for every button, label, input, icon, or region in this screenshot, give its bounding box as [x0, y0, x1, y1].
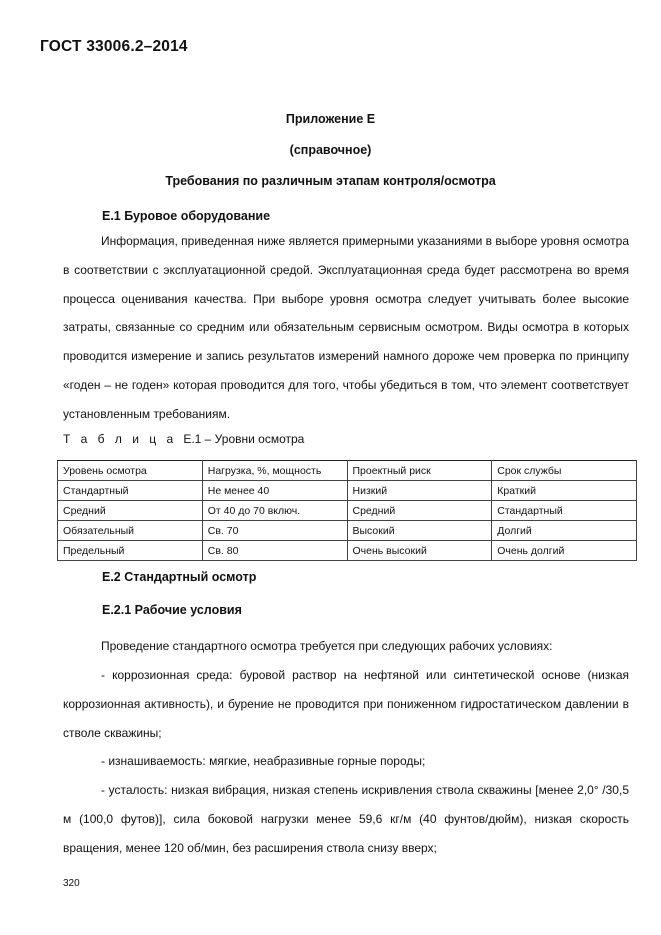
section-e21-intro — [63, 632, 629, 661]
table-cell: Св. 70 — [202, 521, 347, 541]
table-row — [58, 541, 637, 561]
inspection-levels-table — [57, 460, 637, 561]
document-code: ГОСТ 33006.2–2014 — [40, 38, 188, 55]
list-item — [63, 661, 629, 747]
appendix-subtitle: Требования по различным этапам контроля/осмотра — [165, 174, 496, 188]
list-item-text: - коррозионная среда: буровой раствор на нефтяной или синтетической основе (низкая коррозионная активность), и бурение не проводится при пониженном гидростатическом давлении в стволе скважины; — [63, 668, 629, 740]
table-cell: Св. 80 — [202, 541, 347, 561]
section-e2-heading: Е.2 Стандартный осмотр — [102, 570, 257, 584]
table-row — [58, 501, 637, 521]
list-item-text: - усталость: низкая вибрация, низкая степень искривления ствола скважины [менее 2,0° /30,5 м (100,0 футов)], сила боковой нагрузки менее 59,6 кг/м (40 фунтов/дюйм), низкая скорость вращения, менее 120 об/мин, без расширения ствола снизу вверх; — [63, 783, 629, 855]
table-header-row — [58, 461, 637, 481]
table-cell: Предельный — [58, 541, 203, 561]
appendix-title: Приложение Е — [285, 112, 376, 126]
table-cell: Обязательный — [58, 521, 203, 541]
table-cell: Стандартный — [492, 501, 637, 521]
table-header-cell: Уровень осмотра — [58, 461, 203, 481]
section-e1-paragraph-text: Информация, приведенная ниже является примерными указаниями в выборе уровня осмотра в соответствии с эксплуатационной средой. Эксплуатационная среда будет рассмотрена во время процесса оценивания качества. При выборе уровня осмотра следует учитывать более высокие затраты, связанные со средним или обязательным сервисным осмотром. Виды осмотра в которых проводится измерение и запись результатов измерений намного дороже чем проверка по принципу «годен – не годен» которая проводится для того, чтобы убедиться в том, что элемент соответствует установленным требованиям. — [63, 234, 629, 421]
table-cell: Очень долгий — [492, 541, 637, 561]
table-cell: Средний — [347, 501, 492, 521]
table-cell: От 40 до 70 включ. — [202, 501, 347, 521]
table-header-cell: Проектный риск — [347, 461, 492, 481]
table-header-cell: Нагрузка, %, мощность — [202, 461, 347, 481]
table-row — [58, 521, 637, 541]
section-e21-intro-text: Проведение стандартного осмотра требуется при следующих рабочих условиях: — [101, 639, 553, 653]
table-caption-prefix: Т а б л и ц а — [63, 432, 177, 446]
list-item — [63, 776, 629, 862]
table-cell: Не менее 40 — [202, 481, 347, 501]
table-caption-number: Е.1 — [183, 432, 202, 446]
table-cell: Средний — [58, 501, 203, 521]
table-cell: Низкий — [347, 481, 492, 501]
section-e1-paragraph — [63, 227, 629, 429]
table-cell: Очень высокий — [347, 541, 492, 561]
table-cell: Высокий — [347, 521, 492, 541]
list-item — [63, 747, 629, 776]
table-cell: Краткий — [492, 481, 637, 501]
section-e1-heading: Е.1 Буровое оборудование — [102, 209, 271, 223]
table-caption-title: – Уровни осмотра — [204, 432, 305, 446]
list-item-text: - изнашиваемость: мягкие, неабразивные горные породы; — [101, 754, 426, 768]
table-cell: Долгий — [492, 521, 637, 541]
table-caption — [63, 432, 304, 446]
table-row — [58, 481, 637, 501]
appendix-type: (справочное) — [289, 143, 372, 157]
table-cell: Стандартный — [58, 481, 203, 501]
section-e21-heading: Е.2.1 Рабочие условия — [102, 603, 242, 617]
page-number: 320 — [63, 878, 80, 889]
table-header-cell: Срок службы — [492, 461, 637, 481]
